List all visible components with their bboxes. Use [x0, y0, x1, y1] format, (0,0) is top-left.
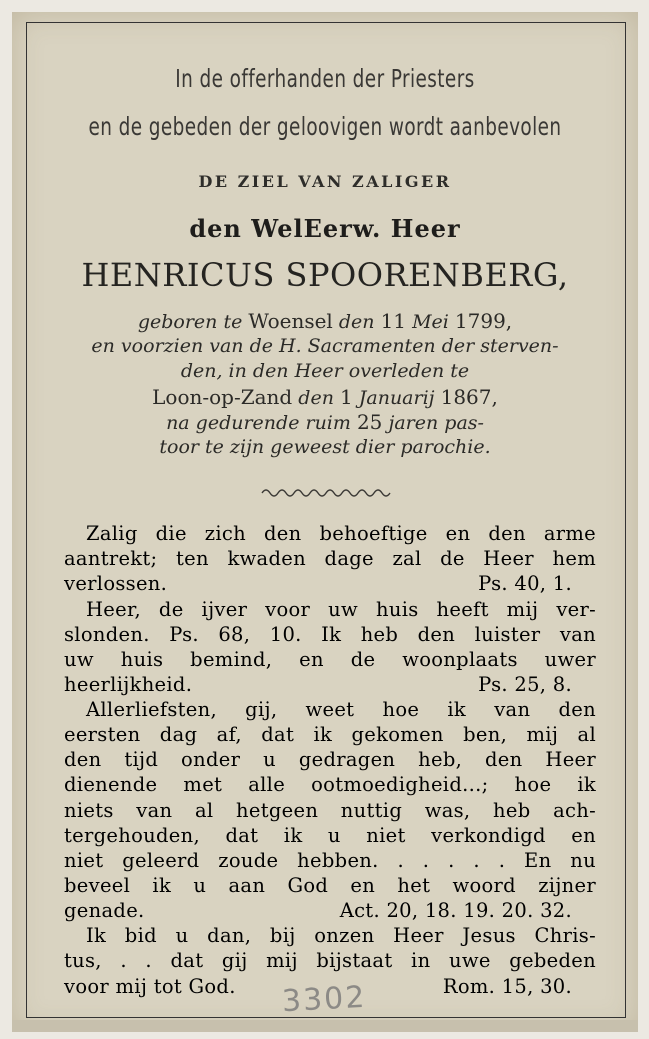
- birth-year: 1799,: [454, 309, 513, 333]
- text-line: tergehouden, dat ik u niet verkondigd en: [64, 824, 596, 847]
- birth-day: 11: [380, 309, 407, 333]
- scripture-reference: Ps. 40, 1.: [478, 572, 572, 595]
- text-line: den tijd onder u gedragen heb, den Heer: [64, 748, 596, 771]
- birthplace: Woensel: [248, 309, 333, 333]
- scripture-reference: Act. 20, 18. 19. 20. 32.: [339, 899, 572, 922]
- intro-line-2: en de gebeden der geloovigen wordt aanbevolen: [88, 112, 562, 141]
- bio-text: den: [298, 387, 334, 409]
- wave-ornament: [260, 486, 400, 500]
- text-line: tus, . . dat gij mij bijstaat in uwe gebeden: [64, 949, 596, 972]
- death-place: Loon-op-Zand: [152, 385, 293, 409]
- intro-line-1: In de offerhanden der Priesters: [175, 64, 475, 93]
- text-line: Heer, de ijver voor uw huis heeft mij ver-: [86, 598, 596, 621]
- text-line: niets van al hetgeen nuttig was, heb ach-: [64, 799, 596, 822]
- deceased-name: HENRICUS SPOORENBERG,: [81, 256, 569, 294]
- bio-line-5: [12, 410, 638, 434]
- text-line: aantrekt; ten kwaden dage zal de Heer hem: [64, 547, 596, 570]
- bio-text: jaren pas-: [388, 412, 484, 434]
- torn-edge: [12, 1020, 638, 1032]
- bio-line-1: [12, 309, 638, 333]
- text-line: heerlijkheid.: [64, 673, 193, 696]
- bio-text: den: [338, 311, 375, 333]
- text-line: niet geleerd zoude hebben. . . . . . En nu: [64, 849, 596, 872]
- text-line: beveel ik u aan God en het woord zijner: [64, 874, 596, 897]
- text-line: Allerliefsten, gij, weet hoe ik van den: [86, 698, 596, 721]
- scripture-reference: Rom. 15, 30.: [442, 975, 572, 998]
- death-day: 1: [339, 385, 353, 409]
- death-month: Januarij: [358, 387, 435, 409]
- years-count: 25: [356, 410, 383, 434]
- bio-line-2: en voorzien van de H. Sacramenten der sterven-: [91, 335, 559, 357]
- memorial-card: [12, 12, 638, 1032]
- scripture-reference: Ps. 25, 8.: [478, 673, 572, 696]
- bio-line-6: toor te zijn geweest dier parochie.: [159, 436, 491, 458]
- text-line: verlossen.: [64, 572, 168, 595]
- bio-line-3: den, in den Heer overleden te: [180, 360, 470, 382]
- text-line: dienende met alle ootmoedigheid...; hoe ik: [64, 773, 596, 796]
- handwritten-number: 3302: [281, 979, 368, 1020]
- bio-text: geboren te: [137, 311, 243, 333]
- title-line: den WelEerw. Heer: [189, 214, 461, 243]
- text-line: Zalig die zich den behoeftige en den arme: [86, 522, 596, 545]
- death-year: 1867,: [440, 385, 498, 409]
- text-line: Ik bid u dan, bij onzen Heer Jesus Chris-: [86, 924, 596, 947]
- subtitle: DE ZIEL VAN ZALIGER: [198, 172, 452, 191]
- birth-month: Mei: [412, 311, 449, 333]
- text-line: voor mij tot God.: [64, 975, 236, 998]
- bio-line-4: [12, 385, 638, 409]
- text-line: eersten dag af, dat ik gekomen ben, mij al: [64, 723, 596, 746]
- bio-text: na gedurende ruim: [166, 412, 351, 434]
- text-line: slonden. Ps. 68, 10. Ik heb den luister van: [64, 623, 596, 646]
- text-line: uw huis bemind, en de woonplaats uwer: [64, 648, 596, 671]
- text-line: genade.: [64, 899, 145, 922]
